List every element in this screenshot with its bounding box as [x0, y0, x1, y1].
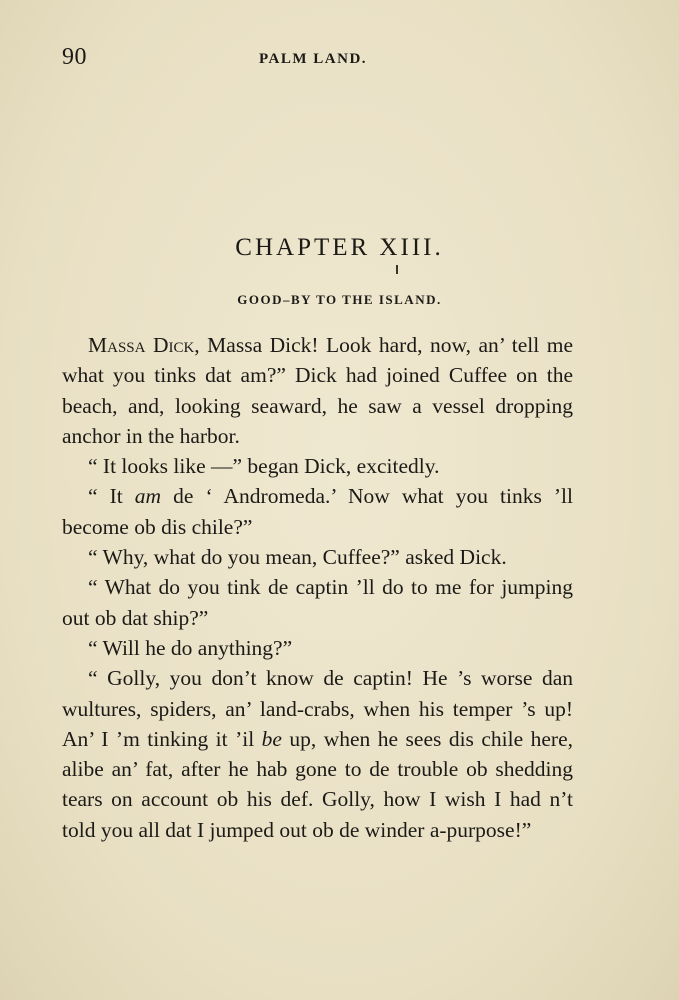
- paragraph: [62, 542, 573, 572]
- chapter-body: [62, 330, 573, 845]
- paragraph-text: “ It looks like —” began Dick, excitedly.: [88, 454, 440, 479]
- running-head: PALM LAND.: [259, 51, 368, 67]
- paragraph-text: Massa Dick! Look hard, now, an’ tell me what you tinks dat am?” Dick had joined Cuffee on the beach, and, looking seaward, he saw a vessel dropping anchor in the harbor.: [62, 333, 573, 448]
- emphasis: be: [261, 726, 282, 751]
- paragraph: [62, 330, 573, 451]
- paragraph-text: “ Why, what do you mean, Cuffee?” asked Dick.: [88, 545, 507, 570]
- paragraph: [62, 663, 573, 845]
- emphasis: am: [134, 484, 162, 509]
- paragraph-text: “ Golly, you don’t know de captin! He ’s worse dan wultures, spiders, an’ land-crabs, when his temper ’s up! An’ I ’m tinking it ’il: [62, 666, 573, 751]
- paragraph-text: up, when he sees dis chile here, alibe an’ fat, after he hab gone to de trouble ob shedding tears on account ob his def. Golly, how I wish I had n’t told you all dat I jumped out ob de winder a-purpose!”: [62, 726, 573, 842]
- paragraph-text: de ‘ Andromeda.’ Now what you tinks ’ll become ob dis chile?”: [62, 484, 573, 539]
- page-header: [62, 44, 619, 74]
- paragraph: [62, 572, 573, 633]
- paragraph: [62, 481, 573, 542]
- opening-words: Massa Dick,: [88, 333, 200, 357]
- chapter-subtitle: GOOD–BY TO THE ISLAND.: [237, 292, 442, 307]
- paragraph-text: “ What do you tink de captin ’ll do to me for jumping out ob dat ship?”: [62, 575, 573, 630]
- paragraph-text: “ It: [88, 484, 135, 509]
- chapter-title: CHAPTER XIII.: [235, 234, 444, 261]
- page-number: 90: [62, 44, 87, 70]
- paragraph-text: “ Will he do anything?”: [88, 635, 293, 660]
- print-mark: [396, 265, 398, 274]
- paragraph: [62, 451, 573, 481]
- paragraph: [62, 633, 573, 663]
